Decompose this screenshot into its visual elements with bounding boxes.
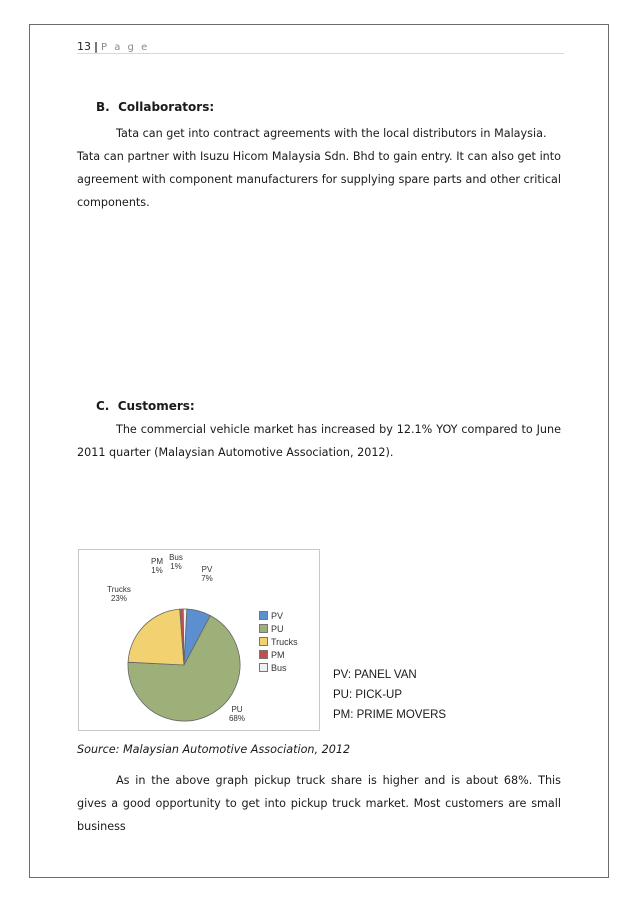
pie-label-pm: PM 1% xyxy=(151,557,163,575)
legend-swatch xyxy=(259,637,268,646)
closing-paragraph: As in the above graph pickup truck share is higher and is about 68%. This gives a good opportunity to get into pickup truck market. Most customers are small business xyxy=(77,774,561,833)
pie-label-trucks: Trucks 23% xyxy=(107,585,131,603)
pie-label-pu: PU 68% xyxy=(228,705,246,723)
abbreviation-pv: PV: PANEL VAN xyxy=(333,669,417,681)
header-rule xyxy=(77,53,564,54)
source-caption: Source: Malaysian Automotive Association, 2012 xyxy=(77,743,351,756)
legend-swatch xyxy=(259,650,268,659)
section-c-title: Customers: xyxy=(117,399,195,413)
legend-label: Bus xyxy=(271,662,287,673)
legend-label: PU xyxy=(271,623,284,634)
section-b-paragraph: Tata can partner with Isuzu Hicom Malaysia Sdn. Bhd to gain entry. It can also get into agreement with component manufacturers for supplying spare parts and other critical components. xyxy=(77,150,561,209)
legend-item-pv xyxy=(259,609,298,622)
section-c-letter: C. xyxy=(96,399,110,413)
legend-item-pm xyxy=(259,648,298,661)
page-label: P a g e xyxy=(101,42,150,53)
legend-swatch xyxy=(259,611,268,620)
legend-swatch xyxy=(259,663,268,672)
section-b-heading xyxy=(96,100,214,114)
legend-label: Trucks xyxy=(271,636,298,647)
legend-item-trucks xyxy=(259,635,298,648)
legend-label: PV xyxy=(271,610,284,621)
pie-label-pv: PV 7% xyxy=(201,565,213,583)
abbreviation-pu: PU: PICK-UP xyxy=(333,689,403,701)
header-separator: | xyxy=(94,40,99,53)
legend-label: PM xyxy=(271,649,285,660)
legend-item-pu xyxy=(259,622,298,635)
chart-legend xyxy=(259,609,298,674)
legend-item-bus xyxy=(259,661,298,674)
section-b-first-line: Tata can get into contract agreements with the local distributors in Malaysia. xyxy=(116,127,547,140)
pie-label-bus: Bus 1% xyxy=(169,553,183,571)
pie-slice-trucks xyxy=(128,609,184,665)
abbreviation-pm: PM: PRIME MOVERS xyxy=(333,709,447,721)
page-number: 13 xyxy=(77,40,91,53)
legend-swatch xyxy=(259,624,268,633)
page-header xyxy=(77,40,149,53)
section-c-paragraph: The commercial vehicle market has increased by 12.1% YOY compared to June 2011 quarter (Malaysian Automotive Association, 2012). xyxy=(77,423,561,459)
section-b-letter: B. xyxy=(96,100,110,114)
section-c-heading xyxy=(96,399,195,413)
section-b-title: Collaborators: xyxy=(118,100,215,114)
pie-chart xyxy=(78,549,320,731)
